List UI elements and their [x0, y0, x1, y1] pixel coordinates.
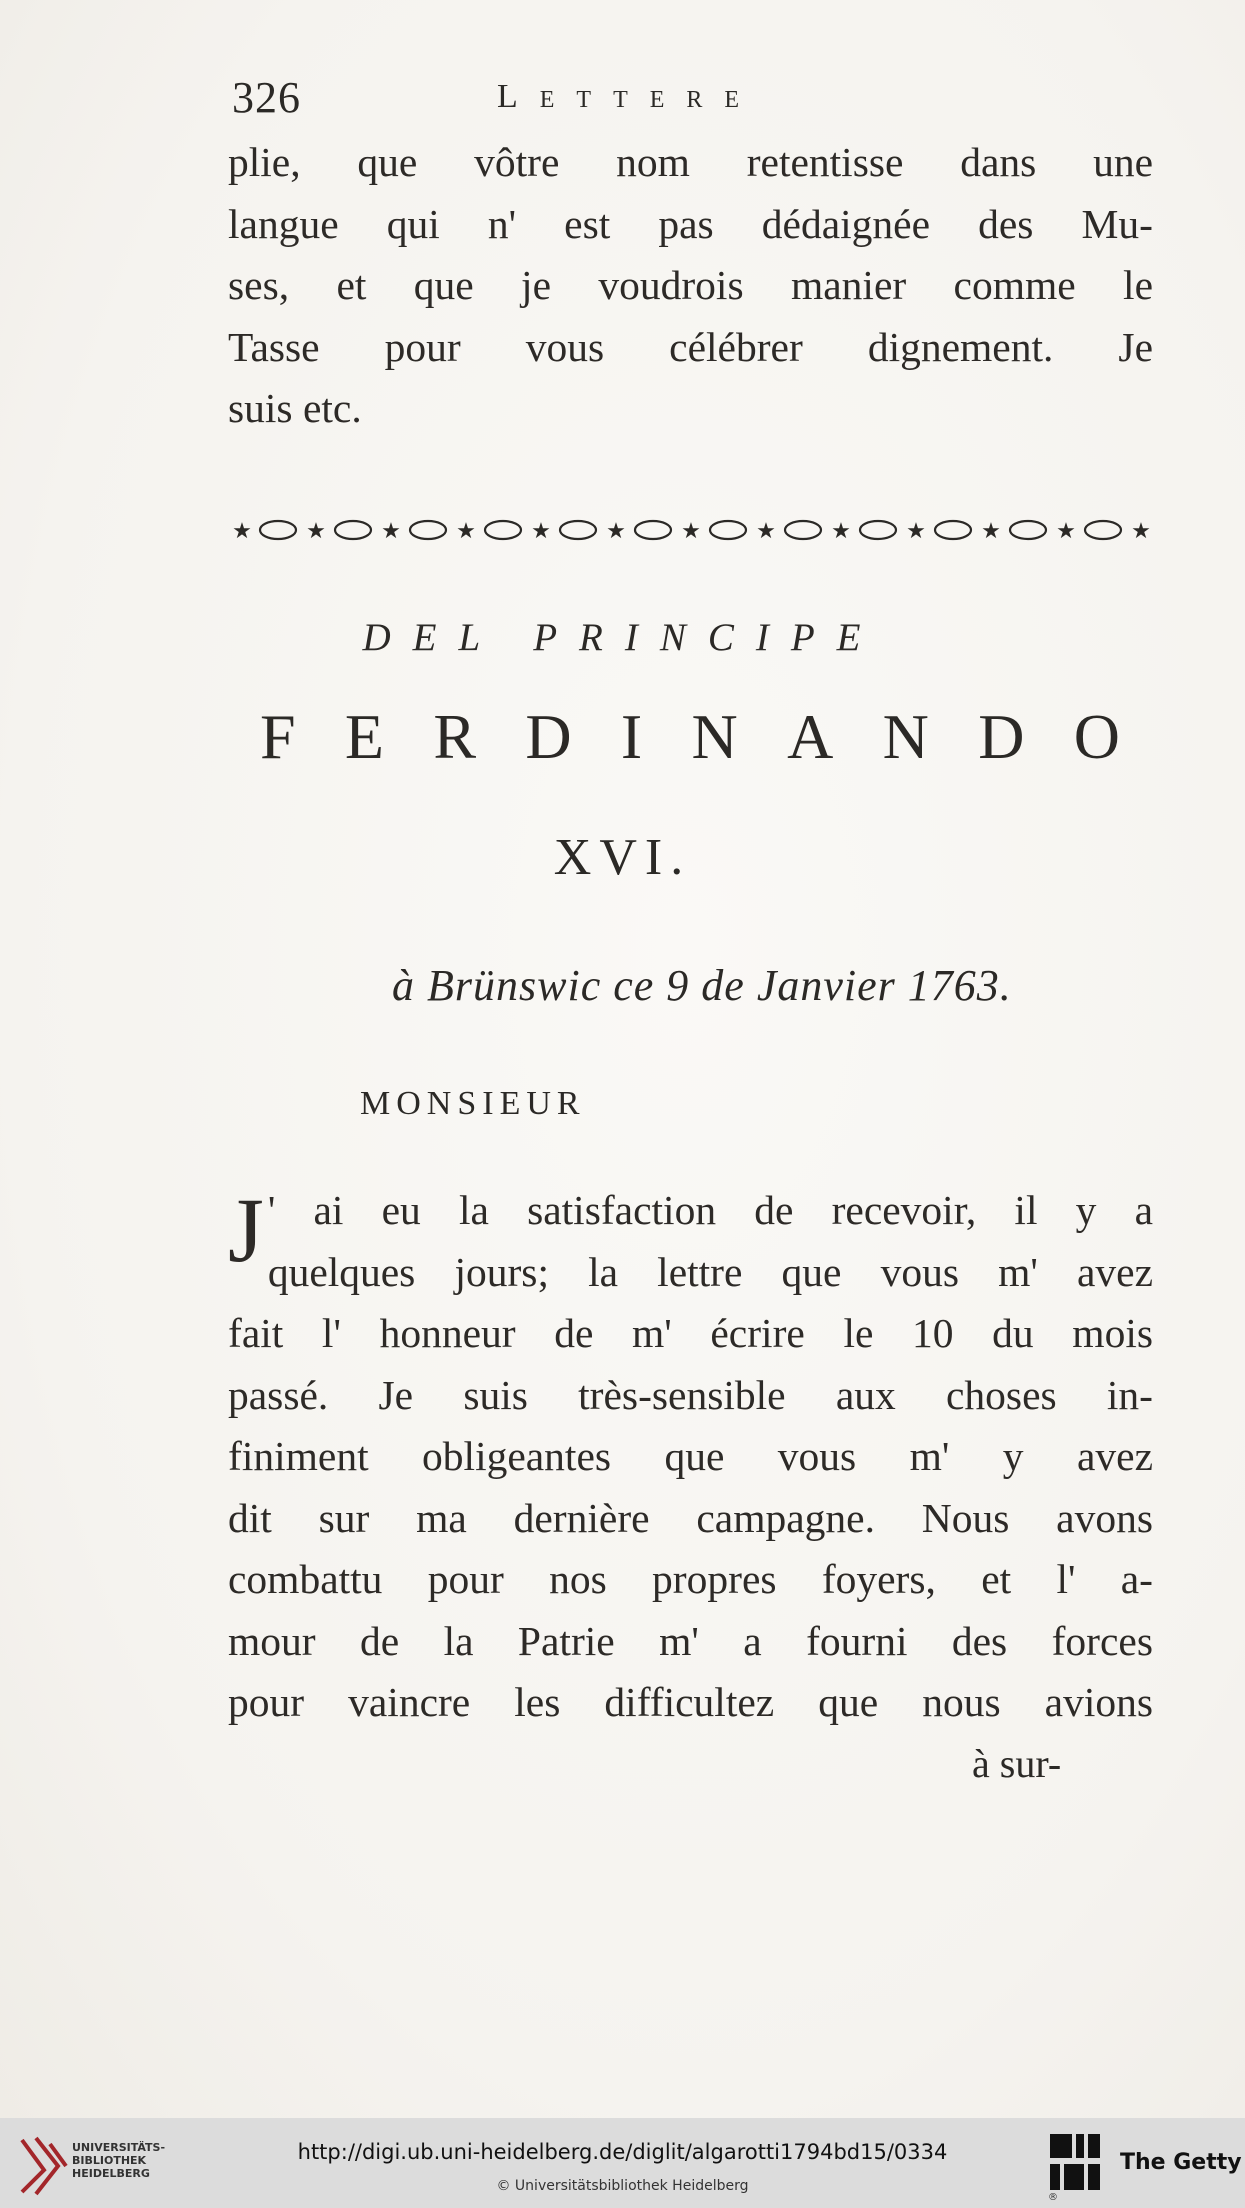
heading-letter: O: [1073, 701, 1120, 772]
svg-text:★: ★: [981, 519, 1001, 544]
heading-letter: A: [787, 701, 834, 772]
heading-letter: E: [344, 701, 385, 772]
svg-text:★: ★: [681, 519, 701, 544]
svg-text:★: ★: [606, 519, 626, 544]
text-line: Tasse pour vous célébrer dignement. Je: [228, 323, 1153, 370]
getty-logo-icon: [1048, 2132, 1102, 2192]
text-line: plie, que vôtre nom retentisse dans une: [228, 139, 1153, 185]
permalink-url[interactable]: http://digi.ub.uni-heidelberg.de/diglit/algarotti1794bd15/0334: [297, 2140, 948, 2164]
viewer-footer: [0, 2118, 1245, 2208]
ornamental-divider: [232, 508, 1154, 552]
svg-text:★: ★: [1131, 519, 1151, 544]
running-head: Lettere: [497, 78, 762, 115]
letter-number: XVI.: [553, 829, 692, 886]
heading-letter: R: [433, 701, 477, 772]
text-line: mour de la Patrie m' a fourni des forces: [228, 1617, 1153, 1664]
svg-text:★: ★: [456, 519, 476, 544]
svg-text:★: ★: [381, 519, 401, 544]
letter-body: [228, 1180, 1153, 1734]
salutation: MONSIEUR: [360, 1085, 586, 1122]
text-line: langue qui n' est pas dédaignée des Mu-: [228, 200, 1153, 247]
heading-letter: I: [620, 701, 643, 772]
page-header: [232, 72, 912, 132]
text-line: combattu pour nos propres foyers, et l' a-: [228, 1556, 1153, 1602]
svg-text:★: ★: [232, 519, 252, 544]
svg-text:★: ★: [1056, 519, 1076, 544]
continued-paragraph: [228, 132, 1153, 440]
heading-letter: N: [691, 701, 738, 772]
text-line: finiment obligeantes que vous m' y avez: [228, 1433, 1153, 1479]
svg-text:★: ★: [906, 519, 926, 544]
text-line: suis etc.: [228, 385, 362, 431]
svg-text:★: ★: [306, 519, 326, 544]
heading-letter: D: [978, 701, 1025, 772]
text-line: pour vaincre les difficultez que nous avions: [228, 1679, 1153, 1725]
text-line: fait l' honneur de m' écrire le 10 du mois: [228, 1310, 1153, 1356]
letter-heading-line1: DEL PRINCIPE: [362, 616, 883, 659]
text-line: quelques jours; la lettre que vous m' avez: [267, 1248, 1153, 1295]
text-line: dit sur ma dernière campagne. Nous avons: [228, 1494, 1153, 1541]
heading-letter: F: [260, 701, 296, 772]
svg-text:★: ★: [531, 519, 551, 544]
letter-heading-name: [260, 700, 1120, 774]
svg-text:★: ★: [756, 519, 776, 544]
text-line: ses, et que je voudrois manier comme le: [228, 262, 1153, 308]
registered-mark: ®: [1048, 2192, 1058, 2203]
text-line: passé. Je suis très-sensible aux choses in-: [228, 1371, 1153, 1418]
svg-text:★: ★: [831, 519, 851, 544]
drop-cap: J: [228, 1179, 264, 1281]
library-name: UNIVERSITÄTS- BIBLIOTHEK HEIDELBERG: [72, 2141, 166, 2180]
heading-letter: N: [882, 701, 929, 772]
text-line: ' ai eu la satisfaction de recevoir, il y a: [267, 1187, 1153, 1233]
heading-letter: D: [525, 701, 572, 772]
catchword: à sur-: [972, 1741, 1062, 1786]
page-number: 326: [232, 73, 301, 122]
getty-label[interactable]: The Getty: [1120, 2150, 1242, 2175]
dateline: à Brünswic ce 9 de Janvier 1763.: [392, 961, 1012, 1010]
copyright-notice: © Universitätsbibliothek Heidelberg: [496, 2178, 749, 2194]
